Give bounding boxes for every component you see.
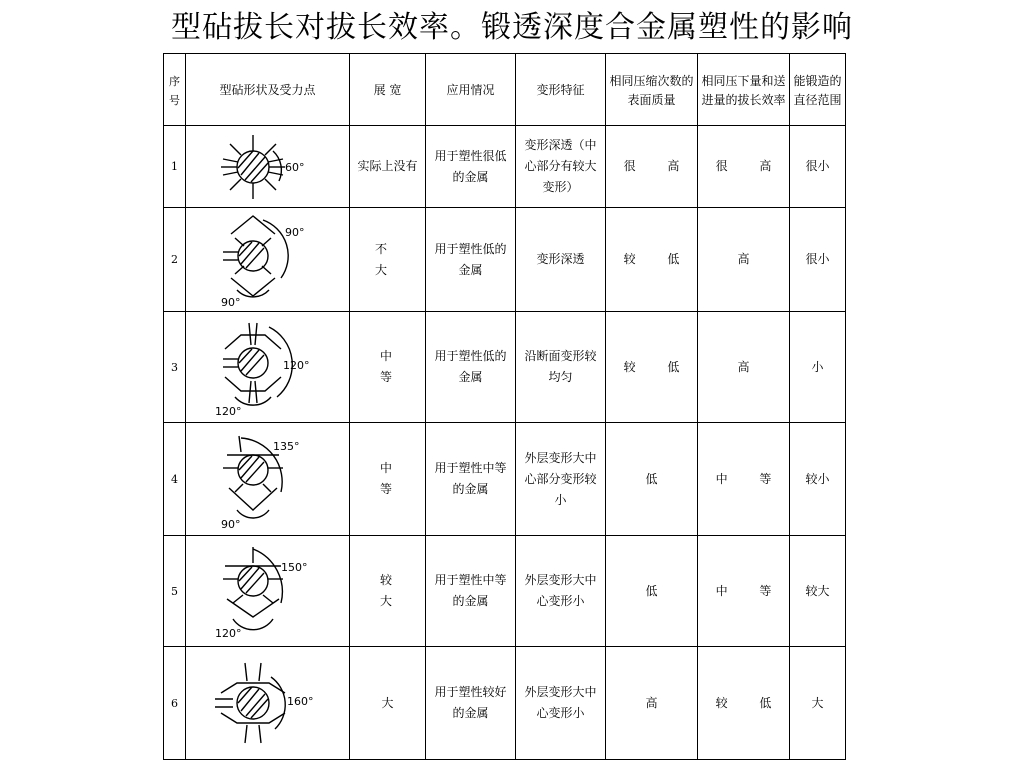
row-no: 4 — [164, 423, 186, 536]
anvil-shape-diagram-160 — [193, 655, 343, 751]
surface-quality-cell: 较 低 — [606, 208, 698, 312]
efficiency-cell: 高 — [698, 208, 790, 312]
deformation-cell: 变形深透（中心部分有较大变形） — [516, 126, 606, 208]
angle-main-label: 120° — [282, 359, 309, 372]
surface-quality-cell: 低 — [606, 423, 698, 536]
header-no: 序号 — [164, 54, 186, 126]
header-shape: 型砧形状及受力点 — [186, 54, 350, 126]
anvil-shape-diagram-60 — [193, 131, 343, 203]
spread-cell: 中 等 — [350, 312, 426, 423]
header-surface-quality: 相同压缩次数的表面质量 — [606, 54, 698, 126]
surface-quality-cell: 较 低 — [606, 312, 698, 423]
table-row — [164, 312, 846, 423]
table-row — [164, 126, 846, 208]
deformation-cell: 外层变形大中心变形小 — [516, 536, 606, 647]
table-row — [164, 647, 846, 760]
table-row — [164, 536, 846, 647]
angle-main-label: 135° — [272, 440, 299, 453]
surface-quality-cell: 很 高 — [606, 126, 698, 208]
spread-cell: 大 — [350, 647, 426, 760]
efficiency-cell: 很 高 — [698, 126, 790, 208]
angle-bottom-label: 90° — [220, 295, 240, 308]
surface-quality-cell: 低 — [606, 536, 698, 647]
header-deformation: 变形特征 — [516, 54, 606, 126]
deformation-cell: 变形深透 — [516, 208, 606, 312]
angle-main-label: 60° — [284, 160, 304, 174]
table-row — [164, 208, 846, 312]
anvil-comparison-table — [163, 53, 845, 759]
spread-cell: 中 等 — [350, 423, 426, 536]
anvil-shape-diagram-90 — [193, 212, 343, 308]
page-title: 型砧拔长对拔长效率。锻透深度合金属塑性的影响 — [171, 10, 853, 45]
header-diameter-range: 能锻造的直径范围 — [790, 54, 846, 126]
angle-bottom-label: 120° — [214, 405, 241, 417]
efficiency-cell: 高 — [698, 312, 790, 423]
anvil-shape-diagram-150 — [193, 541, 343, 641]
data-table — [163, 53, 846, 760]
row-no: 2 — [164, 208, 186, 312]
anvil-shape-cell — [186, 208, 350, 312]
diameter-range-cell: 较大 — [790, 536, 846, 647]
application-cell: 用于塑性低的金属 — [426, 208, 516, 312]
application-cell: 用于塑性很低的金属 — [426, 126, 516, 208]
deformation-cell: 外层变形大中心变形小 — [516, 647, 606, 760]
anvil-shape-cell — [186, 536, 350, 647]
header-spread: 展 宽 — [350, 54, 426, 126]
anvil-shape-cell — [186, 647, 350, 760]
spread-cell: 较 大 — [350, 536, 426, 647]
angle-main-label: 90° — [284, 225, 304, 239]
efficiency-cell: 中 等 — [698, 536, 790, 647]
diameter-range-cell: 小 — [790, 312, 846, 423]
surface-quality-cell: 高 — [606, 647, 698, 760]
angle-main-label: 160° — [286, 695, 313, 708]
efficiency-cell: 中 等 — [698, 423, 790, 536]
application-cell: 用于塑性较好的金属 — [426, 647, 516, 760]
anvil-shape-cell — [186, 126, 350, 208]
header-application: 应用情况 — [426, 54, 516, 126]
application-cell: 用于塑性中等的金属 — [426, 536, 516, 647]
angle-main-label: 150° — [280, 561, 307, 574]
diameter-range-cell: 较小 — [790, 423, 846, 536]
angle-bottom-label: 90° — [220, 518, 240, 530]
application-cell: 用于塑性中等的金属 — [426, 423, 516, 536]
row-no: 6 — [164, 647, 186, 760]
diameter-range-cell: 大 — [790, 647, 846, 760]
anvil-shape-cell — [186, 312, 350, 423]
spread-cell: 不 大 — [350, 208, 426, 312]
header-row — [164, 54, 846, 126]
row-no: 5 — [164, 536, 186, 647]
anvil-shape-cell — [186, 423, 350, 536]
efficiency-cell: 较 低 — [698, 647, 790, 760]
header-efficiency: 相同压下量和送进量的拔长效率 — [698, 54, 790, 126]
diameter-range-cell: 很小 — [790, 208, 846, 312]
anvil-shape-diagram-135 — [193, 428, 343, 530]
anvil-shape-diagram-120 — [193, 317, 343, 417]
row-no: 3 — [164, 312, 186, 423]
diameter-range-cell: 很小 — [790, 126, 846, 208]
deformation-cell: 沿断面变形较均匀 — [516, 312, 606, 423]
table-row — [164, 423, 846, 536]
application-cell: 用于塑性低的金属 — [426, 312, 516, 423]
deformation-cell: 外层变形大中心部分变形较小 — [516, 423, 606, 536]
spread-cell: 实际上没有 — [350, 126, 426, 208]
row-no: 1 — [164, 126, 186, 208]
angle-bottom-label: 120° — [214, 627, 241, 640]
